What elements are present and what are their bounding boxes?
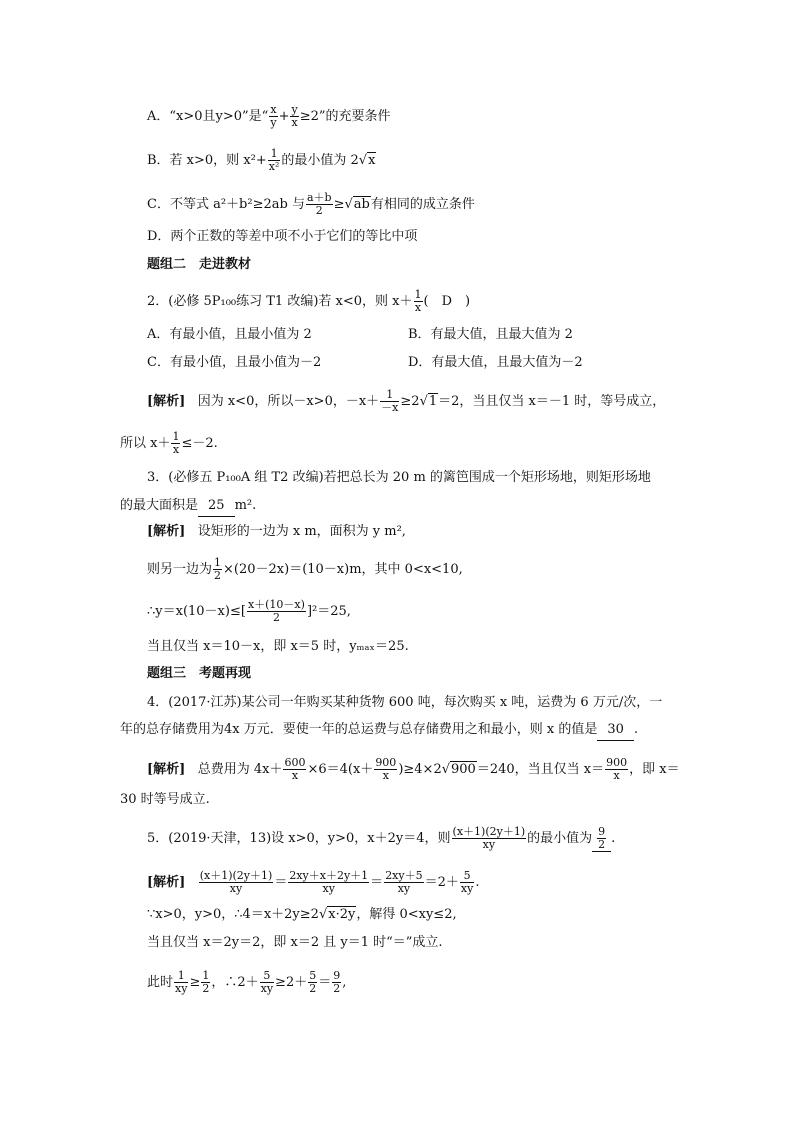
option-a bbox=[147, 104, 391, 129]
q2-option-d: D．有最大值，且最大值为－2 bbox=[408, 355, 583, 370]
numerator: 1 bbox=[380, 389, 399, 402]
group2-title: 题组二 走进教材 bbox=[147, 257, 252, 272]
q4-stem-line2 bbox=[120, 720, 638, 741]
radicand: 900 bbox=[451, 762, 476, 777]
fraction bbox=[460, 870, 474, 895]
denominator: xy bbox=[397, 882, 411, 895]
numerator: x＋(10－x) bbox=[247, 598, 305, 611]
numerator: 2xy＋5 bbox=[385, 869, 423, 882]
denominator: x bbox=[291, 769, 299, 782]
q3-solution-line1 bbox=[147, 522, 406, 542]
radicand: 1 bbox=[428, 394, 438, 409]
q5-text: 5．(2019·天津，13)设 x>0，y>0，x＋2y＝4，则 bbox=[147, 831, 451, 846]
radical-sign: √ bbox=[441, 762, 451, 777]
numerator: 900 bbox=[375, 756, 397, 769]
radical-sign: √ bbox=[419, 394, 428, 409]
q3-sol-text: ×(20－2x)＝(10－x)m，其中 0<x<10, bbox=[223, 562, 463, 577]
fraction bbox=[306, 192, 333, 217]
q4-sol-text: ＝240，当且仅当 x＝ bbox=[476, 762, 605, 777]
numerator: 1 bbox=[414, 288, 422, 301]
fraction bbox=[308, 970, 317, 995]
denominator: x² bbox=[268, 160, 280, 173]
denominator: －x bbox=[381, 401, 399, 414]
denominator: x bbox=[291, 116, 298, 129]
q3-text: m². bbox=[234, 498, 257, 513]
fraction bbox=[269, 104, 277, 129]
plus-sign: + bbox=[278, 109, 290, 124]
q5-solution-line2 bbox=[147, 905, 457, 925]
q3-solution-line4: 当且仅当 x＝10－x，即 x＝5 时，yₘₐₓ＝25. bbox=[147, 639, 409, 654]
q2-option-c: C．有最小值，且最小值为－2 bbox=[147, 355, 322, 370]
fraction bbox=[201, 970, 210, 995]
denominator: 2 bbox=[272, 611, 280, 624]
numerator: 5 bbox=[460, 870, 474, 883]
fraction bbox=[283, 757, 306, 782]
numerator: 1 bbox=[214, 556, 222, 569]
q5-sol-text: ，∴2＋ bbox=[211, 975, 259, 990]
option-a-prefix: A．“x>0且y>0”是“ bbox=[147, 109, 269, 124]
numerator: 9 bbox=[598, 825, 606, 838]
denominator: 2 bbox=[214, 569, 222, 582]
numerator: 600 bbox=[284, 756, 306, 769]
q3-stem-line1: 3．(必修五 P₁₀₀A 组 T2 改编)若把总长为 20 m 的篱笆围成一个矩形场地，则矩形场地 bbox=[147, 470, 651, 485]
q5-text: 的最小值为 bbox=[527, 831, 593, 846]
q3-stem-line2 bbox=[120, 496, 256, 517]
q5-sol-text: ＝2＋ bbox=[424, 875, 459, 890]
q2-answer-bracket: ( D ) bbox=[423, 294, 471, 309]
radical-sign: √ bbox=[318, 907, 328, 922]
denominator: xy bbox=[260, 982, 274, 995]
solution-label: [解析] bbox=[147, 875, 186, 890]
equals-sign: ＝ bbox=[274, 875, 288, 890]
q2-sol-text: 因为 x<0，所以－x>0，－x＋ bbox=[197, 394, 380, 409]
q5-text: . bbox=[611, 831, 616, 846]
denominator: xy bbox=[460, 882, 474, 895]
radicand: x bbox=[368, 153, 376, 168]
numerator: 5 bbox=[309, 969, 317, 982]
denominator: x bbox=[382, 769, 389, 782]
solution-label: [解析] bbox=[147, 394, 186, 409]
denominator: 2 bbox=[333, 982, 341, 995]
q2-prefix: 2．(必修 5P₁₀₀练习 T1 改编)若 x<0，则 x＋ bbox=[147, 294, 413, 309]
numerator: 1 bbox=[202, 969, 210, 982]
denominator: xy bbox=[482, 838, 496, 851]
q4-text: . bbox=[633, 722, 639, 737]
fraction bbox=[374, 757, 397, 782]
solution-label: [解析] bbox=[147, 762, 186, 777]
numerator: 1 bbox=[268, 148, 281, 161]
equals-sign: ＝ bbox=[370, 875, 384, 890]
fraction bbox=[597, 826, 606, 851]
solution-label: [解析] bbox=[147, 524, 186, 539]
radicand: x·2y bbox=[328, 907, 356, 922]
q5-sol-text: ，解得 0<xy≤2, bbox=[356, 907, 457, 922]
q5-sol-text: , bbox=[342, 975, 347, 990]
fraction bbox=[380, 389, 399, 414]
q3-sol-text: ]²＝25, bbox=[306, 604, 351, 619]
q3-sol-text: 则另一边为 bbox=[147, 562, 213, 577]
q3-solution-line3 bbox=[147, 599, 351, 624]
q5-solution-line3: 当且仅当 x＝2y＝2，即 x＝2 且 y＝1 时“＝”成立. bbox=[147, 935, 443, 950]
q5-solution-line1 bbox=[147, 870, 479, 895]
denominator: xy bbox=[229, 882, 243, 895]
group3-title: 题组三 考题再现 bbox=[147, 666, 252, 681]
numerator: (x＋1)(2y＋1) bbox=[452, 825, 526, 838]
q5-sol-text: ≥ bbox=[189, 975, 201, 990]
q3-solution-line2 bbox=[147, 557, 463, 582]
q4-stem-line1: 4．(2017·江苏)某公司一年购买某种货物 600 吨，每次购买 x 吨，运费为 6 万元/次，一 bbox=[147, 695, 663, 710]
q5-sol-text: ∵x>0，y>0，∴4＝x＋2y≥2 bbox=[147, 907, 319, 922]
denominator: 2 bbox=[598, 838, 606, 851]
q4-sol-text: ×6＝4(x＋ bbox=[307, 762, 374, 777]
fraction bbox=[213, 557, 222, 582]
fraction bbox=[260, 970, 274, 995]
numerator: 9 bbox=[333, 969, 341, 982]
q3-sol-text: 设矩形的一边为 x m，面积为 y m², bbox=[197, 524, 406, 539]
numerator: (x＋1)(2y＋1) bbox=[199, 869, 273, 882]
fraction bbox=[414, 289, 423, 314]
q2-sol-text: ≤－2. bbox=[181, 436, 218, 451]
q3-sol-text: ∴y＝x(10－x)≤[ bbox=[147, 604, 246, 619]
q5-sol-text: ＝ bbox=[318, 975, 332, 990]
numerator: x bbox=[270, 103, 277, 116]
q2-option-a: A．有最小值，且最小值为 2 bbox=[147, 327, 312, 342]
fraction bbox=[332, 970, 341, 995]
option-d: D．两个正数的等差中项不小于它们的等比中项 bbox=[147, 229, 418, 244]
fraction bbox=[199, 870, 274, 895]
numerator: 5 bbox=[260, 970, 274, 983]
fraction bbox=[268, 148, 281, 173]
q5-sol-text: . bbox=[475, 875, 480, 890]
q2-option-b: B．有最大值，且最大值为 2 bbox=[408, 327, 573, 342]
option-c bbox=[147, 192, 475, 217]
denominator: x bbox=[613, 769, 620, 782]
option-c-mid: ≥ bbox=[333, 197, 345, 212]
option-a-suffix: ≥2”的充要条件 bbox=[299, 109, 391, 124]
q5-sol-text: 此时 bbox=[147, 975, 174, 990]
fraction bbox=[171, 431, 180, 456]
q4-solution-line1 bbox=[147, 757, 680, 782]
option-b bbox=[147, 148, 376, 173]
q2-sol-text: ≥2 bbox=[400, 394, 420, 409]
denominator: xy bbox=[322, 882, 335, 895]
denominator: x bbox=[414, 301, 422, 314]
q2-solution-line2 bbox=[120, 431, 218, 456]
q2-stem bbox=[147, 289, 470, 314]
option-b-mid: 的最小值为 2 bbox=[281, 153, 359, 168]
numerator: 2xy＋x＋2y＋1 bbox=[289, 869, 369, 882]
q2-sol-text: 所以 x＋ bbox=[120, 436, 171, 451]
denominator: y bbox=[270, 116, 277, 129]
option-b-prefix: B．若 x>0，则 x²+ bbox=[147, 153, 267, 168]
q4-sol-text: )≥4×2 bbox=[398, 762, 442, 777]
q4-sol-text: ，即 x＝ bbox=[629, 762, 680, 777]
q4-text: 年的总存储费用为4x 万元．要使一年的总运费与总存储费用之和最小，则 x 的值是 bbox=[120, 722, 598, 737]
fraction bbox=[288, 870, 369, 895]
q3-text: 的最大面积是 bbox=[120, 498, 199, 513]
fraction bbox=[384, 870, 423, 895]
denominator: 2 bbox=[309, 982, 317, 995]
option-c-suffix: 有相同的成立条件 bbox=[370, 197, 475, 212]
fraction bbox=[290, 104, 298, 129]
q3-answer-blank: 25 bbox=[198, 496, 235, 517]
option-c-prefix: C．不等式 a²＋b²≥2ab 与 bbox=[147, 197, 305, 212]
q5-sol-text: ≥2＋ bbox=[275, 975, 308, 990]
fraction bbox=[247, 599, 306, 624]
numerator: y bbox=[291, 103, 298, 116]
q2-sol-text: ＝2，当且仅当 x＝－1 时，等号成立， bbox=[438, 394, 666, 409]
fraction bbox=[452, 826, 527, 851]
q4-sol-text: 总费用为 4x＋ bbox=[197, 762, 283, 777]
radical-sign: √ bbox=[344, 197, 353, 212]
denominator: 2 bbox=[315, 204, 323, 217]
fraction bbox=[605, 757, 628, 782]
q5-solution-line4 bbox=[147, 970, 346, 995]
numerator: 1 bbox=[172, 430, 180, 443]
radicand: ab bbox=[353, 197, 370, 212]
radical-sign: √ bbox=[358, 153, 368, 168]
q2-solution-line1 bbox=[147, 389, 665, 414]
denominator: xy bbox=[175, 982, 188, 995]
numerator: 900 bbox=[606, 756, 628, 769]
q5-answer-blank bbox=[592, 826, 611, 852]
q4-answer-blank: 30 bbox=[597, 720, 634, 741]
numerator: a＋b bbox=[306, 191, 332, 204]
denominator: x bbox=[172, 443, 180, 456]
fraction bbox=[174, 970, 188, 995]
numerator: 1 bbox=[174, 970, 188, 983]
q4-solution-line2: 30 时等号成立. bbox=[120, 792, 210, 807]
denominator: 2 bbox=[202, 982, 210, 995]
q5-stem bbox=[147, 826, 615, 852]
